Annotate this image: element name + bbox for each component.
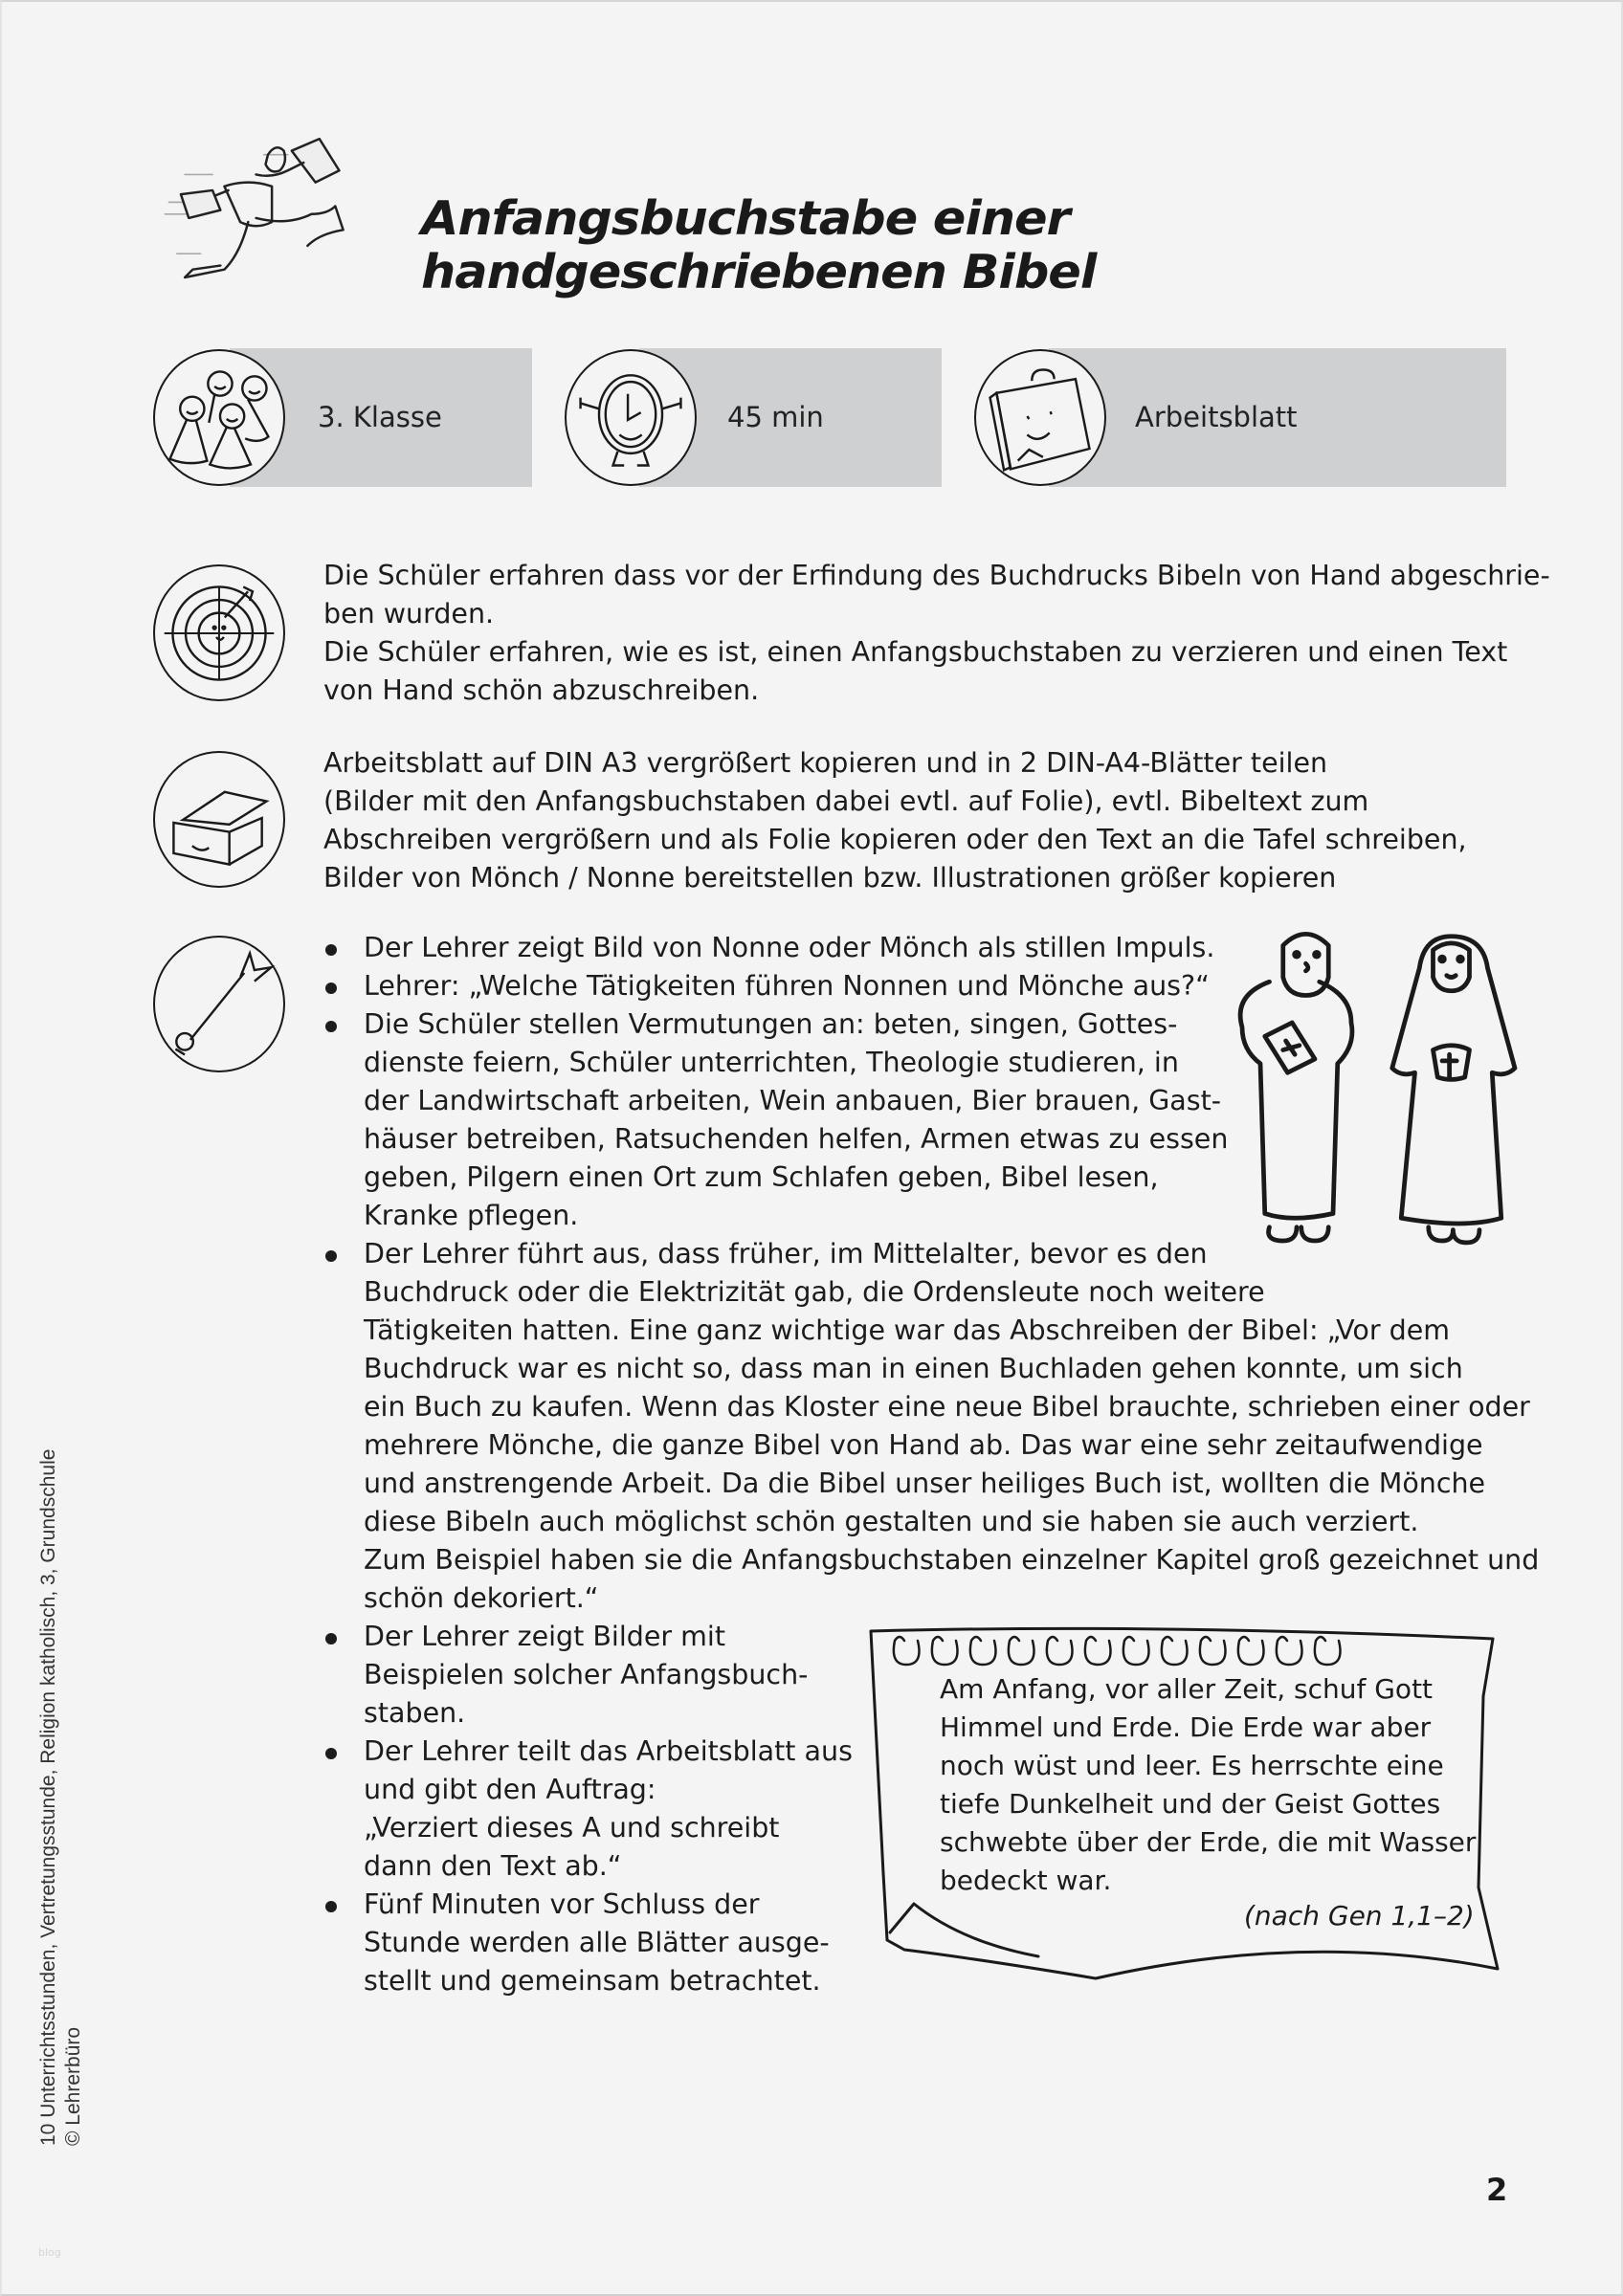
quote-line: tiefe Dunkelheit und der Geist Gottes <box>940 1788 1441 1820</box>
procedure-item-line: Zum Beispiel haben sie die Anfangsbuchstaben einzelner Kapitel groß gezeichnet und <box>364 1544 1540 1576</box>
procedure-item-line: Kranke pflegen. <box>364 1200 579 1231</box>
monk-and-nun-illustration <box>1211 914 1565 1277</box>
materials-text <box>323 744 1467 897</box>
quote-line: Am Anfang, vor aller Zeit, schuf Gott <box>940 1673 1434 1705</box>
procedure-item-line: häuser betreiben, Ratsuchenden helfen, Armen etwas zu essen <box>364 1123 1229 1155</box>
target-icon <box>153 564 285 701</box>
procedure-item-line: Tätigkeiten hatten. Eine ganz wichtige war das Abschreiben der Bibel: „Vor dem <box>364 1314 1451 1346</box>
procedure-item-line: Buchdruck war es nicht so, dass man in einen Buchladen gehen konnte, um sich <box>364 1353 1463 1384</box>
procedure-item: Der Lehrer zeigt Bild von Nonne oder Mönch als stillen Impuls. <box>364 932 1215 963</box>
goals-line: ben wurden. <box>323 598 495 629</box>
page-title <box>421 192 1096 299</box>
running-teacher-illustration <box>153 122 383 290</box>
materials-line: Abschreiben vergrößern und als Folie kopieren oder den Text an die Tafel schreiben, <box>323 824 1467 855</box>
materials-line: Bilder von Mönch / Nonne bereitstellen bzw. Illustrationen größer kopieren <box>323 862 1337 894</box>
side-credit <box>36 1449 86 2146</box>
procedure-item-line: schön dekoriert.“ <box>364 1582 599 1614</box>
procedure-item-line: stellt und gemeinsam betrachtet. <box>364 1965 821 1997</box>
goals-line: Die Schüler erfahren, wie es ist, einen Anfangsbuchstaben zu verzieren und einen Text <box>323 636 1508 668</box>
dart-icon <box>153 936 285 1072</box>
procedure-item-line: Beispielen solcher Anfangsbuch- <box>364 1659 809 1690</box>
title-line-1: Anfangsbuchstabe einer <box>421 190 1070 246</box>
bible-quote <box>940 1670 1476 1900</box>
procedure-item: Der Lehrer teilt das Arbeitsblatt aus <box>364 1735 853 1767</box>
title-line-2: handgeschriebenen Bibel <box>421 244 1097 299</box>
goals-line: Die Schüler erfahren dass vor der Erfindung des Buchdrucks Bibeln von Hand abgeschrie- <box>323 560 1550 591</box>
quote-line: bedeckt war. <box>940 1865 1112 1896</box>
watermark: blog <box>38 2246 61 2259</box>
procedure-item: Die Schüler stellen Vermutungen an: beten, singen, Gottes- <box>364 1008 1178 1040</box>
quote-source: (nach Gen 1,1–2) <box>1244 1900 1475 1932</box>
procedure-item-line: geben, Pilgern einen Ort zum Schlafen geben, Bibel lesen, <box>364 1161 1159 1193</box>
meta-label-duration: 45 min <box>727 401 824 433</box>
materials-line: Arbeitsblatt auf DIN A3 vergrößert kopieren und in 2 DIN-A4-Blätter teilen <box>323 747 1328 779</box>
procedure-item-line: ein Buch zu kaufen. Wenn das Kloster eine neue Bibel brauchte, schrieben einer oder <box>364 1391 1530 1423</box>
goals-text <box>323 557 1550 710</box>
procedure-item-line: der Landwirtschaft arbeiten, Wein anbauen, Bier brauen, Gast- <box>364 1085 1222 1116</box>
procedure-item-line: dann den Text ab.“ <box>364 1850 622 1882</box>
procedure-item: Der Lehrer führt aus, dass früher, im Mittelalter, bevor es den <box>364 1238 1208 1269</box>
procedure-item: Der Lehrer zeigt Bilder mit <box>364 1621 726 1652</box>
page-number: 2 <box>1486 2172 1508 2208</box>
meta-label-format: Arbeitsblatt <box>1135 401 1298 433</box>
students-icon <box>153 349 285 486</box>
procedure-item-line: staben. <box>364 1697 466 1729</box>
suitcase-icon <box>974 349 1106 486</box>
clock-icon <box>565 349 697 486</box>
procedure-item-line: „Verziert dieses A und schreibt <box>364 1812 780 1843</box>
procedure-item-line: diese Bibeln auch möglichst schön gestalten und sie haben sie auch verziert. <box>364 1506 1419 1537</box>
quote-line: noch wüst und leer. Es herrschte eine <box>940 1750 1444 1781</box>
quote-line: Himmel und Erde. Die Erde war aber <box>940 1711 1432 1743</box>
procedure-item: Lehrer: „Welche Tätigkeiten führen Nonnen und Mönche aus?“ <box>364 970 1210 1002</box>
procedure-item-line: und anstrengende Arbeit. Da die Bibel unser heiliges Buch ist, wollten die Mönche <box>364 1468 1486 1499</box>
open-case-icon <box>153 751 285 888</box>
side-credit-line-1: 10 Unterrichtsstunden, Vertretungsstunde, Religion katholisch, 3, Grundschule <box>37 1448 59 2146</box>
procedure-item-line: mehrere Mönche, die ganze Bibel von Hand ab. Das war eine sehr zeitaufwendige <box>364 1429 1483 1461</box>
procedure-item-line: Stunde werden alle Blätter ausge- <box>364 1927 830 1958</box>
meta-label-grade: 3. Klasse <box>318 401 442 433</box>
materials-line: (Bilder mit den Anfangsbuchstaben dabei evtl. auf Folie), evtl. Bibeltext zum <box>323 785 1369 817</box>
side-credit-line-2: © Lehrerbüro <box>62 2026 84 2146</box>
procedure-item-line: und gibt den Auftrag: <box>364 1774 656 1805</box>
goals-line: von Hand schön abzuschreiben. <box>323 674 760 706</box>
quote-line: schwebte über der Erde, die mit Wasser <box>940 1826 1477 1858</box>
procedure-item: Fünf Minuten vor Schluss der <box>364 1888 760 1920</box>
procedure-item-line: dienste feiern, Schüler unterrichten, Theologie studieren, in <box>364 1047 1179 1078</box>
procedure-item-line: Buchdruck oder die Elektrizität gab, die Ordensleute noch weitere <box>364 1276 1265 1308</box>
